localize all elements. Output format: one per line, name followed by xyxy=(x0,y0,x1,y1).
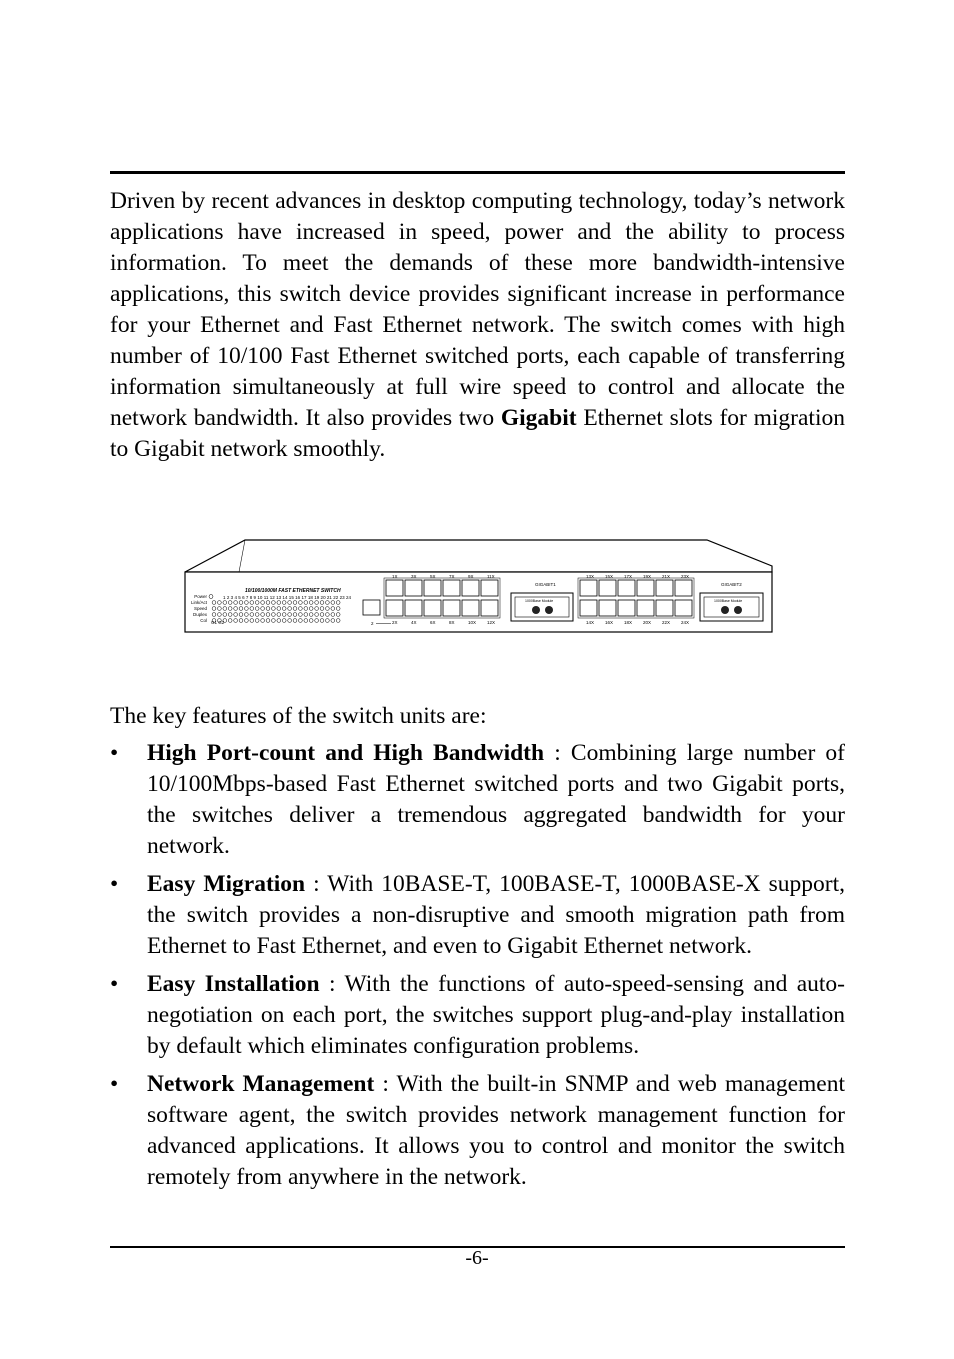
rj45-port xyxy=(580,600,597,616)
rj45-port xyxy=(675,580,692,596)
gigabit1-label: GIGABIT1 xyxy=(535,582,556,587)
port-label: 15X xyxy=(605,574,614,579)
led-label-linkact: Link/Act xyxy=(190,600,207,605)
led-number-row: 1 2 3 4 5 6 7 8 9 10 11 12 13 14 15 16 17 18 19 20 21 22 23 24 xyxy=(223,595,351,600)
rj45-port xyxy=(675,600,692,616)
port-label: 23X xyxy=(681,574,690,579)
port-label: 1X xyxy=(392,574,398,579)
feature-title: Easy Installation xyxy=(147,971,320,997)
port-label: 18X xyxy=(624,620,633,625)
intro-bold: Gigabit xyxy=(500,405,577,431)
rj45-port xyxy=(443,580,460,596)
rj45-port xyxy=(405,580,422,596)
rj45-port xyxy=(580,580,597,596)
console-port xyxy=(363,600,380,615)
rj45-port xyxy=(405,600,422,616)
feature-text: : With 10BASE-T, 100BASE-T, 1000BASE-X support, the switch provides a non-disruptive and smooth migration path from Ethernet to Fast Ethernet, and even to Gigabit Ethernet network. xyxy=(147,871,846,959)
rj45-port xyxy=(599,580,616,596)
port-label: 21X xyxy=(662,574,671,579)
port-label: 8X xyxy=(449,620,455,625)
port-label: 11X xyxy=(487,574,495,579)
gigabit2-label: GIGABIT2 xyxy=(721,582,742,587)
rj45-port xyxy=(462,600,479,616)
feature-item xyxy=(110,869,845,962)
port-label: 7X xyxy=(449,574,455,579)
rj45-port xyxy=(424,580,441,596)
gigabit-led-label: G1 G2 xyxy=(211,620,225,625)
port-label: 5X xyxy=(430,574,436,579)
port-label: 13X xyxy=(586,574,595,579)
led-label-speed: Speed xyxy=(193,606,207,611)
port-label: 12X xyxy=(487,620,496,625)
rj45-port xyxy=(618,580,635,596)
port-label: 6X xyxy=(430,620,436,625)
intro-paragraph xyxy=(110,186,845,465)
rj45-port xyxy=(481,600,498,616)
feature-item xyxy=(110,1069,845,1193)
feature-text: : Combining large number of 10/100Mbps-based Fast Ethernet switched ports and two Gigabit ports, the switches deliver a tremendous aggregated bandwidth for your network. xyxy=(147,740,845,859)
port-label: 2X xyxy=(392,620,398,625)
console-label: 2 xyxy=(371,621,374,626)
port-label: 16X xyxy=(605,620,614,625)
feature-text: : With the functions of auto-speed-sensing and auto-negotiation on each port, the switches support plug-and-play installation by default which eliminates configuration problems. xyxy=(147,971,845,1059)
rj45-port xyxy=(599,600,616,616)
rj45-port xyxy=(481,580,498,596)
gigabit1-module-label: 1000Base Module xyxy=(525,599,554,603)
rj45-port xyxy=(424,600,441,616)
port-label: 17X xyxy=(624,574,633,579)
switch-illustration xyxy=(183,538,774,634)
feature-item xyxy=(110,738,845,862)
intro-text-before: Driven by recent advances in desktop computing technology, today’s network applications have increased in speed, power and the ability to process information. To meet the demands of these more bandwidth-intensive applications, this switch device provides significant increase in performance for your Ethernet and Fast Ethernet network. The switch comes with high number of 10/100 Fast Ethernet switched ports, each capable of transferring information simultaneously at full wire speed to control and allocate the network bandwidth. It also provides two xyxy=(110,188,845,431)
feature-title: High Port-count and High Bandwidth xyxy=(147,740,545,766)
led-label-duplex: Duplex xyxy=(192,612,207,617)
rj45-port xyxy=(656,580,673,596)
feature-title: Network Management xyxy=(147,1071,375,1097)
rj45-port xyxy=(637,600,654,616)
features-lead: The key features of the switch units are: xyxy=(110,703,487,729)
page-number: -6- xyxy=(465,1247,489,1269)
port-label: 19X xyxy=(643,574,652,579)
rj45-port xyxy=(637,580,654,596)
port-label: 20X xyxy=(643,620,652,625)
rj45-port xyxy=(618,600,635,616)
gigabit2-module-label: 1000Base Module xyxy=(714,599,743,603)
port-label: 4X xyxy=(411,620,417,625)
gigabit2-port-a xyxy=(721,606,729,614)
features-list xyxy=(110,738,845,1200)
feature-title: Easy Migration xyxy=(147,871,306,897)
rj45-port xyxy=(443,600,460,616)
port-label: 3X xyxy=(411,574,417,579)
rj45-port xyxy=(386,600,403,616)
led-label-power: Power xyxy=(194,594,207,599)
port-label: 10X xyxy=(468,620,477,625)
gigabit1-port-a xyxy=(532,606,540,614)
rj45-port xyxy=(386,580,403,596)
top-rule xyxy=(110,171,845,174)
port-label: 22X xyxy=(662,620,671,625)
intro-text-after: Ethernet slots for migration to Gigabit network smoothly. xyxy=(110,405,845,462)
rj45-port xyxy=(656,600,673,616)
bullet: • xyxy=(110,1071,119,1097)
feature-item xyxy=(110,969,845,1062)
switch-title: 10/100/1000M FAST ETHERNET SWITCH xyxy=(245,588,341,594)
rj45-port xyxy=(462,580,479,596)
gigabit2-port-b xyxy=(734,606,742,614)
port-label: 14X xyxy=(586,620,595,625)
bullet: • xyxy=(110,971,119,997)
bullet: • xyxy=(110,740,119,766)
feature-text: : With the built-in SNMP and web management software agent, the switch provides network management function for advanced applications. It allows you to control and monitor the switch remotely from anywhere in the network. xyxy=(147,1071,846,1190)
switch-top-panel xyxy=(185,540,772,572)
led-label-col: Col xyxy=(200,618,207,623)
gigabit1-port-b xyxy=(545,606,553,614)
bullet: • xyxy=(110,871,119,897)
port-label: 9X xyxy=(468,574,474,579)
port-label: 24X xyxy=(681,620,690,625)
